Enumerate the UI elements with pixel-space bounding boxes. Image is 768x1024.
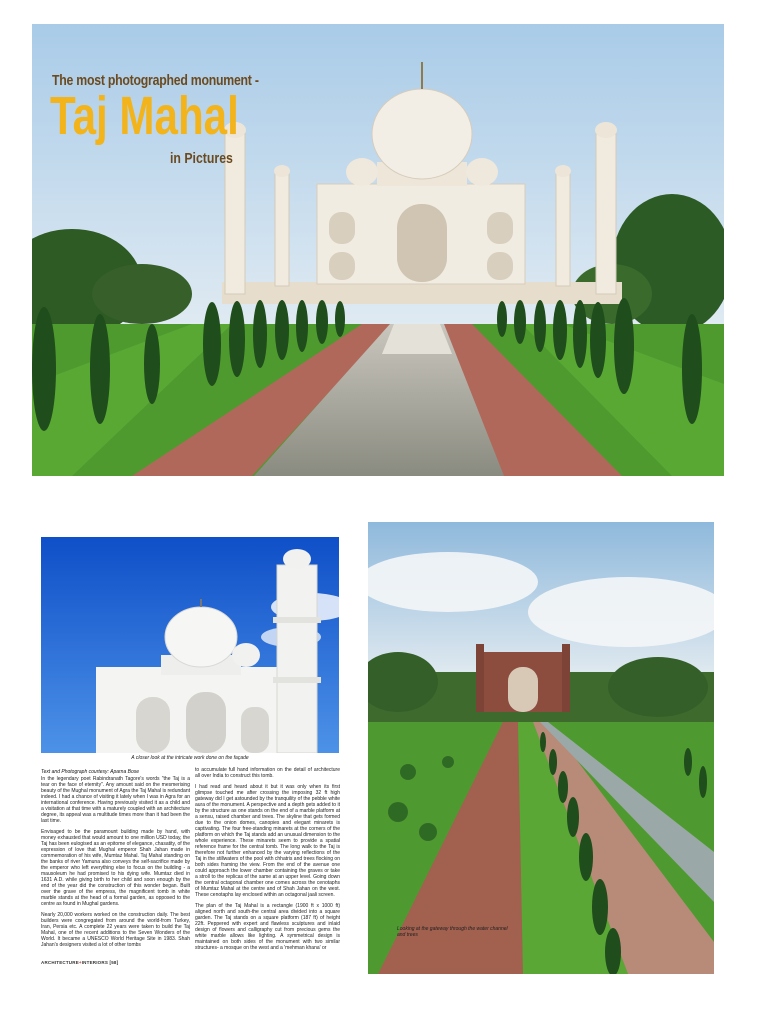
paragraph: In the legendary poet Rabindranath Tagore's words "the Taj is a tear on the face of eternity". Any amount said on the mesmerising beauty of the Mughal monument of Agra the Taj Mahal is redundant indeed. I had a chance of visiting it lately when I was in Agra for an international conference. Having previously visited it as a child and a visitation at that time with a maturely coupled with an architecture degree, its appeal was a multitude times more than it had been the last time. — [41, 776, 190, 824]
magazine-brand-left: ARCHITECTURE — [41, 960, 79, 965]
page-number: [58] — [109, 960, 119, 965]
photo-credit: Text and Photograph courtesy: Aparna Bose — [41, 769, 140, 775]
title-main: Taj Mahal — [50, 86, 239, 146]
magazine-brand-mid: + — [78, 960, 82, 965]
page-footer — [41, 960, 118, 965]
paragraph: The plan of the Taj Mahal is a rectangle (1900 ft x 1000 ft) aligned north and south-the central area divided into a square garden. The Taj stands on a square platform (187 ft) of height 22ft. Peppered with expert and flawless sculptures and inlaid design of flowers and calligraphy cut from precious gems the white marble allows like lighting. A symmetrical design is maintained on both sides of the monument with two similar structures- a mosque on the west and a 'mehman khana' or — [195, 903, 340, 951]
facade-photo-caption: A closer look at the intricate work done on the façade — [131, 755, 249, 761]
taj-facade-closeup-image — [41, 537, 339, 753]
paragraph: Envisaged to be the paramount building made by hand, with money exhausted that would amount to one million USD today, the Taj has been eulogised as an epitome of elegance, chasatity, of the expression of love that Mughal emperor Shah Jahan made in commemoration of his wife, Mumtaz Mahal. Taj Mahal standing on the banks of river Yamuna also conveys the self-sacrifice made by the emperor who left everything else to focus on the building - a mausoleum he had promised to his dying wife. Mumtaz died in 1631 A.D. while giving birth to her child and soon enough by the end of the year did the construction of this wonder began. Built over the grave of the empress, the magnificent tomb in white marble stands at the head of a formal garden, as opposed to the centre as found in Mughal gardens. — [41, 829, 190, 907]
paragraph: to accumulate full hand information on the detail of architecture all over India to construct this tomb. — [195, 767, 340, 779]
title-prefix: The most photographed monument - — [52, 72, 259, 89]
gateway-view-photo — [368, 522, 714, 974]
title-suffix: in Pictures — [170, 150, 233, 167]
paragraph: I had read and heard about it but it was only when its first glimpse touched me after crossing the imposing 32 ft high gateway did I get astounded by the tranquility of the pebble white aura of the monument. A perspective and a depth gets added to it by the structure as one stands on the end of a marble platform at a sensu, raised chamber and trees. The skyline that gets formed due to the onion domes, canopies and elegant minarets is captivating. The four free-standing minarets at the corners of the platform on which the Taj stands add an unusual dimension to the whole experience. These minarets seem to provide a spatial reference frame for the central tomb. The long walk to the Taj is therefore not further enhanced by the varying reflections of the Taj in the stillwaters of the pool with chhatris and trees flocking on both sides framing the view. From the end of the avenue one could approach the lower chamber containing the graves or take a stroll to the replicas of the same at an upper level. Going down the central octagonal chamber one comes across the cenotaphs of Mumtaz Mahal at the centre and of Shah Jahan on the west. These cenotaphs lay enclosed within an octagonal jaali screen. — [195, 784, 340, 898]
hero-photo — [32, 24, 724, 476]
magazine-brand-right: INTERIORS — [81, 960, 109, 965]
paragraph: Nearly 20,000 workers worked on the construction daily. The best builders were congregated from around the world-from Turkey, Iran, Persia etc. A complete 22 years were taken to build the Taj Mahal, one of the recent additions to the Seven Wonders of the World. It became a UNESCO World Heritage Site in 1983. Shah Jahan's designers visited a lot of other tombs — [41, 912, 190, 948]
facade-closeup-photo — [41, 537, 339, 753]
gateway-through-channel-image — [368, 522, 714, 974]
article-column-1 — [41, 776, 190, 956]
gateway-photo-caption: Looking at the gateway through the water channel and trees — [397, 926, 508, 938]
article-column-2 — [195, 767, 340, 957]
